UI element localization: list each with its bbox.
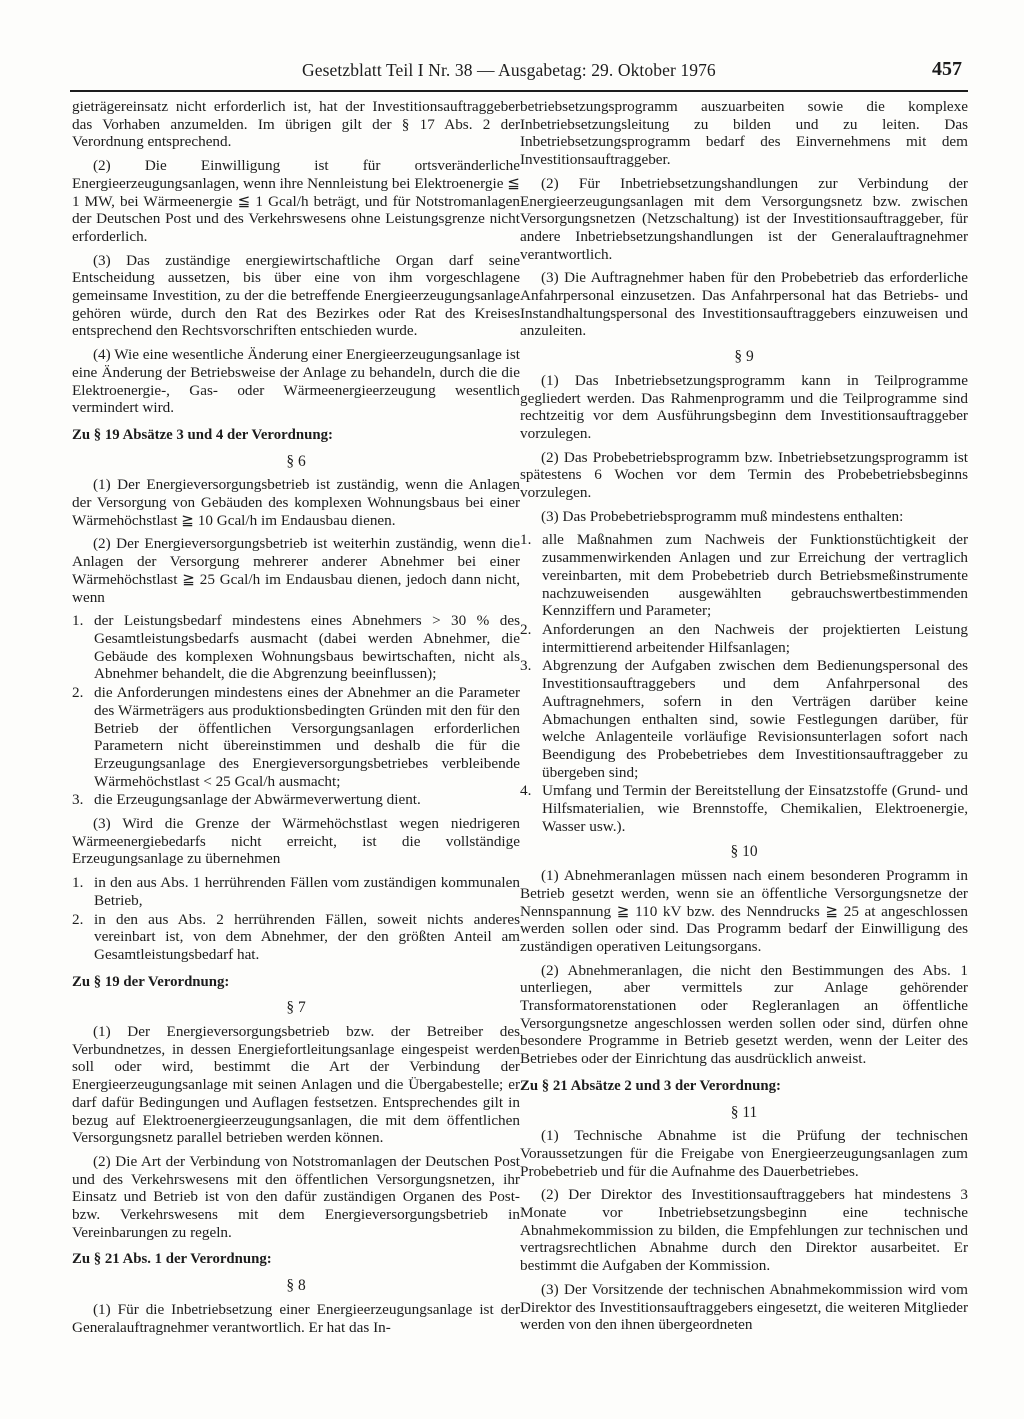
list-text: der Leistungsbedarf mindestens eines Abnehmers > 30 % des Gesamtleistungsbedarfs ausmacht (dabei werden Abnehmer, die Gebäude des komplexen Wohnungsbaus bewirtschaften, nicht als Abnehmer behandelt, die die Abgrenzung beeinflussen); — [94, 612, 520, 683]
list-text: Abgrenzung der Aufgaben zwischen dem Bedienungspersonal des Investitionsauftraggebers und dem Anfahrpersonal des Auftragnehmers, sofern in den Verträgen darüber keine Abmachungen enthalten sind, sowie Festlegungen darüber, für welche Anlagenteile vorläufige Revisionsunterlagen sofort nach Beendigung des Probebetriebes dem Investitionsauftraggeber zu übergeben sind; — [542, 657, 968, 781]
paragraph: (1) Der Energieversorgungsbetrieb bzw. der Betreiber des Verbundnetzes, in dessen Energiefortleitungsanlage eingespeist werden soll oder wird, bestimmt die Art der Verbindung der Energieerzeugungsanlage mit seinen Anlagen und die Übergabestelle; er darf dafür Bedingungen und Auflagen festsetzen. Entsprechendes gilt in bezug auf Elektroenergieerzeugungsanlagen, die mit dem öffentlichen Versorgungsnetz parallel betrieben werden können. — [72, 1023, 520, 1147]
list-text: die Anforderungen mindestens eines der Abnehmer an die Parameter des Wärmeträgers aus produktionsbedingten Gründen mit den für den Betrieb der öffentlichen Versorgungsanlagen erforderlichen Parametern nicht übereinstimmen und deshalb die für die Erzeugungsanlage des Energieversorgungsbetriebes verbleibende Wärmehöchstlast < 25 Gcal/h ausmacht; — [94, 684, 520, 790]
section-number: § 11 — [730, 1103, 758, 1121]
list-item — [72, 791, 520, 809]
page-header — [70, 56, 968, 92]
paragraph: (4) Wie eine wesentliche Änderung einer Energieerzeugungsanlage ist eine Änderung der Betriebsweise der Anlage zu behandeln, durch die die Elektroenergie-, Gas- oder Wärmeenergieerzeugung wesentlich vermindert wird. — [72, 346, 520, 417]
paragraph: (1) Das Inbetriebsetzungsprogramm kann in Teilprogramme gegliedert werden. Das Rahmenprogramm und die Teilprogramme sind rechtzeitig vor dem Ausführungsbeginn dem Investitionsauftraggeber vorzulegen. — [520, 371, 968, 442]
list-number: 3. — [72, 791, 84, 809]
list-item — [520, 657, 968, 781]
section-number: § 8 — [286, 1277, 306, 1295]
right-column — [520, 98, 968, 1340]
section-heading: Zu § 21 Abs. 1 der Verordnung: — [72, 1251, 272, 1268]
section-heading: Zu § 19 der Verordnung: — [72, 973, 230, 990]
paragraph: gieträgereinsatz nicht erforderlich ist, hat der Investitionsauftraggeber das Vorhaben anzumelden. Im übrigen gilt der § 17 Abs. 2 der Verordnung entsprechend. — [72, 98, 520, 151]
list-number: 2. — [72, 910, 84, 928]
list-item — [72, 874, 520, 909]
paragraph: (3) Das Probebetriebsprogramm muß mindestens enthalten: — [541, 507, 904, 525]
section-number: § 10 — [730, 843, 758, 861]
list-text: alle Maßnahmen zum Nachweis der Funktionstüchtigkeit der zusammenwirkenden Anlagen und zur Erreichung der vertraglich vereinbarten, mit dem Probebetrieb durch Betriebsmeßinstrumente nachzuweisenden ausgewählten gebrauchswertbestimmenden Kennziffern und Parameter; — [542, 531, 968, 620]
list-text: Anforderungen an den Nachweis der projektierten Leistung intermittierend arbeitender Hilfsanlagen; — [542, 620, 968, 656]
list-number: 1. — [72, 874, 84, 892]
paragraph: (1) Der Energieversorgungsbetrieb ist zuständig, wenn die Anlagen der Versorgung von Gebäuden des komplexen Wohnungsbaus bei einer Wärmehöchstlast ≧ 10 Gcal/h im Endausbau dienen. — [72, 476, 520, 529]
numbered-list — [72, 874, 520, 964]
list-item — [520, 531, 968, 620]
list-number: 4. — [520, 782, 532, 800]
paragraph: betriebsetzungsprogramm auszuarbeiten sowie die komplexe Inbetriebsetzungsleitung zu bilden und zu leiten. Das Inbetriebsetzungsprogramm bedarf des Einvernehmens mit dem Investitionsauftraggeber. — [520, 98, 968, 169]
list-text: die Erzeugungsanlage der Abwärmeverwertung dient. — [94, 791, 421, 809]
list-text: in den aus Abs. 2 herrührenden Fällen, soweit nichts anderes vereinbart ist, von dem Abnehmer, der den größten Anteil am Gesamtleistungsbedarf hat. — [94, 910, 520, 963]
list-text: Umfang und Termin der Bereitstellung der Einsatzstoffe (Grund- und Hilfsmaterialien, wie Brennstoffe, Chemikalien, Elektroenergie, Wasser usw.). — [542, 782, 968, 835]
paragraph: (2) Die Einwilligung ist für ortsveränderliche Energieerzeugungsanlagen, wenn ihre Nennleistung bei Elektroenergie ≦ 1 MW, bei Wärmeenergie ≦ 1 Gcal/h beträgt, und für Notstromanlagen der Deutschen Post und des Verkehrswesens ohne Leistungsgrenze nicht erforderlich. — [72, 157, 520, 245]
list-text: in den aus Abs. 1 herrührenden Fällen vom zuständigen kommunalen Betrieb, — [94, 874, 520, 909]
paragraph: (2) Abnehmeranlagen, die nicht den Bestimmungen des Abs. 1 unterliegen, aber vermittels zur Anlage gehörender Transformatorenstationen oder Regleranlagen an öffentliche Versorgungsnetze angeschlossen werden sollen oder sind, dürfen ohne besondere Programme in Betrieb gesetzt werden, wenn der Leiter des Betriebes oder der Einrichtung das ausdrücklich anweist. — [520, 961, 968, 1068]
list-item — [72, 684, 520, 790]
paragraph: (1) Für die Inbetriebsetzung einer Energieerzeugungsanlage ist der Generalauftragnehmer verantwortlich. Er hat das In- — [72, 1300, 520, 1336]
paragraph: (3) Die Auftragnehmer haben für den Probebetrieb das erforderliche Anfahrpersonal einzusetzen. Das Anfahrpersonal hat das Betriebs- und Instandhaltungspersonal des Investitionsauftraggebers einzuweisen und anzuleiten. — [520, 269, 968, 340]
paragraph: (3) Der Vorsitzende der technischen Abnahmekommission wird vom Direktor des Investitionsauftraggebers eingesetzt, die weiteren Mitglieder werden von den ihnen übergeordneten — [520, 1280, 968, 1334]
list-number: 2. — [520, 620, 532, 638]
paragraph: (2) Der Energieversorgungsbetrieb ist weiterhin zuständig, wenn die Anlagen der Versorgung mehrerer anderer Abnehmer bei einer Wärmehöchstlast ≧ 25 Gcal/h im Endausbau dienen, jedoch dann nicht, wenn — [72, 535, 520, 606]
section-number: § 7 — [286, 999, 306, 1017]
paragraph: (2) Für Inbetriebsetzungshandlungen zur Verbindung der Energieerzeugungsanlagen mit dem Versorgungsnetz bzw. zwischen Versorgungsnetzen (Netzschaltung) ist der Investitionsauftraggeber, für andere Inbetriebsetzungshandlungen ist der Generalauftragnehmer verantwortlich. — [520, 174, 968, 263]
list-item — [520, 782, 968, 835]
header-title: Gesetzblatt Teil I Nr. 38 — Ausgabetag: 29. Oktober 1976 — [302, 60, 716, 80]
paragraph: (3) Das zuständige energiewirtschaftliche Organ darf seine Entscheidung aussetzen, bis über eine von ihm vorgeschlagene gemeinsame Investition, zu der die betreffende Energieerzeugungsanlage gehören würde, durch den Rat des Bezirkes oder Rat des Kreises entsprechend den Rechtsvorschriften entschieden wurde. — [72, 251, 520, 340]
paragraph: (2) Der Direktor des Investitionsauftraggebers hat mindestens 3 Monate vor Inbetriebsetzungsbeginn eine technische Abnahmekommission zu bilden, die Empfehlungen zur technischen und vertragsrechtlichen Abnahme durch den Direktor ausarbeitet. Er bestimmt die Aufgaben der Kommission. — [520, 1186, 968, 1275]
section-number: § 9 — [734, 348, 754, 366]
numbered-list — [72, 612, 520, 809]
list-number: 1. — [520, 531, 532, 549]
list-number: 3. — [520, 657, 532, 675]
section-number: § 6 — [286, 452, 306, 470]
left-column — [72, 98, 520, 1342]
paragraph: (2) Die Art der Verbindung von Notstromanlagen der Deutschen Post und des Verkehrswesens mit den öffentlichen Versorgungsnetzen, ihr Einsatz und Betrieb ist von den dafür zuständigen Organen des Post- bzw. Verkehrswesens mit dem Energieversorgungsbetrieb in Vereinbarungen zu regeln. — [72, 1152, 520, 1241]
numbered-list — [520, 531, 968, 835]
section-heading: Zu § 21 Absätze 2 und 3 der Verordnung: — [520, 1077, 781, 1094]
paragraph: (1) Abnehmeranlagen müssen nach einem besonderen Programm in Betrieb gesetzt werden, wenn sie an öffentliche Versorgungsnetze der Nennspannung ≧ 110 kV bzw. des Nenndrucks ≧ 25 at angeschlossen werden sollen oder sind. Das Programm bedarf der Einwilligung des zuständigen operativen Leitungsorgans. — [520, 867, 968, 955]
paragraph: (2) Das Probebetriebsprogramm bzw. Inbetriebsetzungsprogramm ist spätestens 6 Wochen vor dem Termin des Probebetriebsbeginns vorzulegen. — [520, 448, 968, 502]
list-item — [520, 621, 968, 656]
list-number: 2. — [72, 684, 84, 702]
section-heading: Zu § 19 Absätze 3 und 4 der Verordnung: — [72, 426, 333, 443]
list-item — [72, 612, 520, 683]
list-item — [72, 911, 520, 964]
page-number: 457 — [932, 58, 962, 80]
paragraph: (1) Technische Abnahme ist die Prüfung der technischen Voraussetzungen für die Freigabe von Energieerzeugungsanlagen zum Probebetrieb und für die Aufnahme des Dauerbetriebes. — [520, 1127, 968, 1180]
paragraph: (3) Wird die Grenze der Wärmehöchstlast wegen niedrigeren Wärmeenergiebedarfs nicht erreicht, ist die vollständige Erzeugungsanlage zu übernehmen — [72, 815, 520, 868]
list-number: 1. — [72, 612, 84, 630]
